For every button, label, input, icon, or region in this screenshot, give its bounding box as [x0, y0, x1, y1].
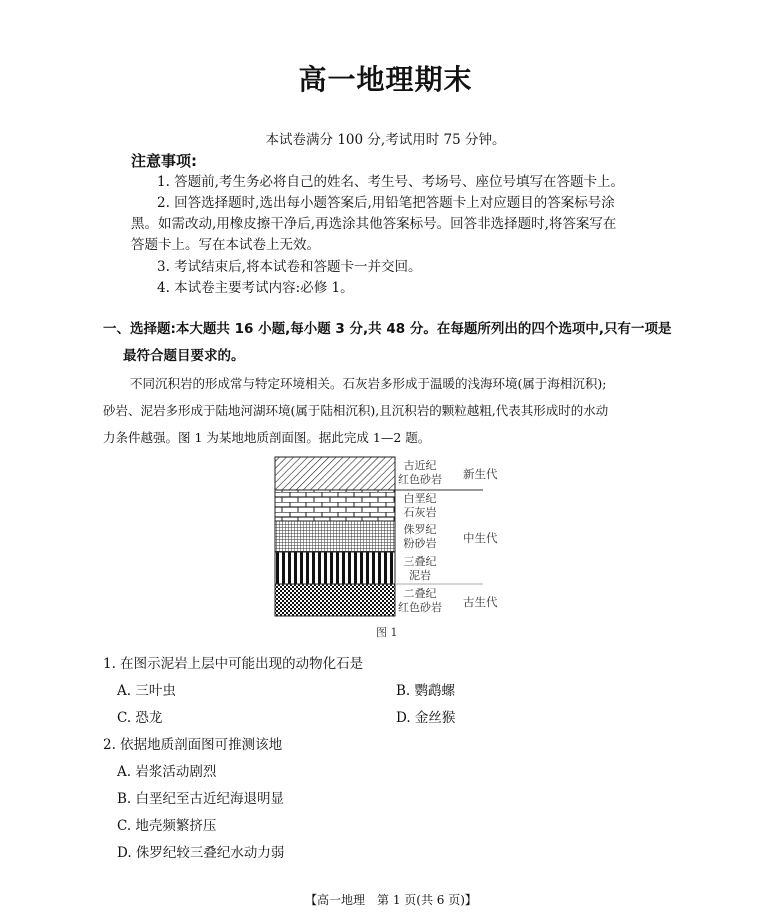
- layer-label-cretaceous: 白垩纪 石灰岩: [403, 492, 437, 519]
- q2-option-d: D. 侏罗纪较三叠纪水动力弱: [117, 845, 285, 861]
- q1-option-a: A. 三叶虫: [117, 683, 176, 699]
- layer-label-paleogene: 古近纪 红色砂岩: [398, 459, 442, 486]
- layer-label-triassic: 三叠纪 泥岩: [403, 555, 437, 582]
- passage-line-2: 砂岩、泥岩多形成于陆地河湖环境(属于陆相沉积),且沉积岩的颗粒越粗,代表其形成时的水动: [103, 403, 609, 418]
- passage-line-1: 不同沉积岩的形成常与特定环境相关。石灰岩多形成于温暖的浅海环境(属于海相沉积);: [130, 376, 607, 391]
- layer-paleogene: [275, 457, 395, 490]
- section-heading: 一、选择题:本大题共 16 小题,每小题 3 分,共 48 分。在每题所列出的四个选项中,只有一项是: [103, 321, 672, 337]
- note-3: 3. 考试结束后,将本试卷和答题卡一并交回。: [157, 259, 422, 275]
- passage-line-3: 力条件越强。图 1 为某地地质剖面图。据此完成 1—2 题。: [103, 430, 431, 445]
- layer-permian: [275, 584, 395, 616]
- q1-option-d: D. 金丝猴: [396, 710, 456, 726]
- question-2-stem: 2. 依据地质剖面图可推测该地: [103, 737, 283, 753]
- q2-option-a: A. 岩浆活动剧烈: [117, 764, 217, 780]
- era-cenozoic: 新生代: [463, 467, 498, 481]
- q1-option-c: C. 恐龙: [117, 710, 163, 726]
- note-2: 2. 回答选择题时,选出每小题答案后,用铅笔把答题卡上对应题目的答案标号涂: [157, 195, 615, 211]
- page-footer: 【高一地理 第 1 页(共 6 页)】: [305, 893, 477, 907]
- notes-heading: 注意事项:: [131, 152, 197, 170]
- layer-cretaceous: [275, 490, 395, 521]
- era-mesozoic: 中生代: [463, 531, 498, 545]
- figure-caption: 图 1: [376, 626, 398, 639]
- section-heading-cont: 最符合题目要求的。: [123, 348, 245, 364]
- note-2-cont: 黑。如需改动,用橡皮擦干净后,再选涂其他答案标号。回答非选择题时,将答案写在: [131, 216, 617, 232]
- question-1-stem: 1. 在图示泥岩上层中可能出现的动物化石是: [103, 656, 364, 672]
- layer-jurassic: [275, 521, 395, 552]
- layer-label-jurassic: 侏罗纪 粉砂岩: [403, 523, 437, 550]
- geologic-section-diagram: [270, 452, 490, 622]
- q2-option-c: C. 地壳频繁挤压: [117, 818, 217, 834]
- exam-info: 本试卷满分 100 分,考试用时 75 分钟。: [265, 132, 506, 148]
- q2-option-b: B. 白垩纪至古近纪海退明显: [117, 791, 285, 807]
- page-title: 高一地理期末: [298, 63, 473, 96]
- note-2-cont2: 答题卡上。写在本试卷上无效。: [131, 237, 320, 253]
- era-paleozoic: 古生代: [463, 595, 498, 609]
- q1-option-b: B. 鹦鹉螺: [396, 683, 456, 699]
- layer-label-permian: 二叠纪 红色砂岩: [398, 587, 442, 614]
- note-1: 1. 答题前,考生务必将自己的姓名、考生号、考场号、座位号填写在答题卡上。: [157, 174, 624, 190]
- note-4: 4. 本试卷主要考试内容:必修 1。: [157, 280, 354, 296]
- layer-triassic: [275, 552, 395, 584]
